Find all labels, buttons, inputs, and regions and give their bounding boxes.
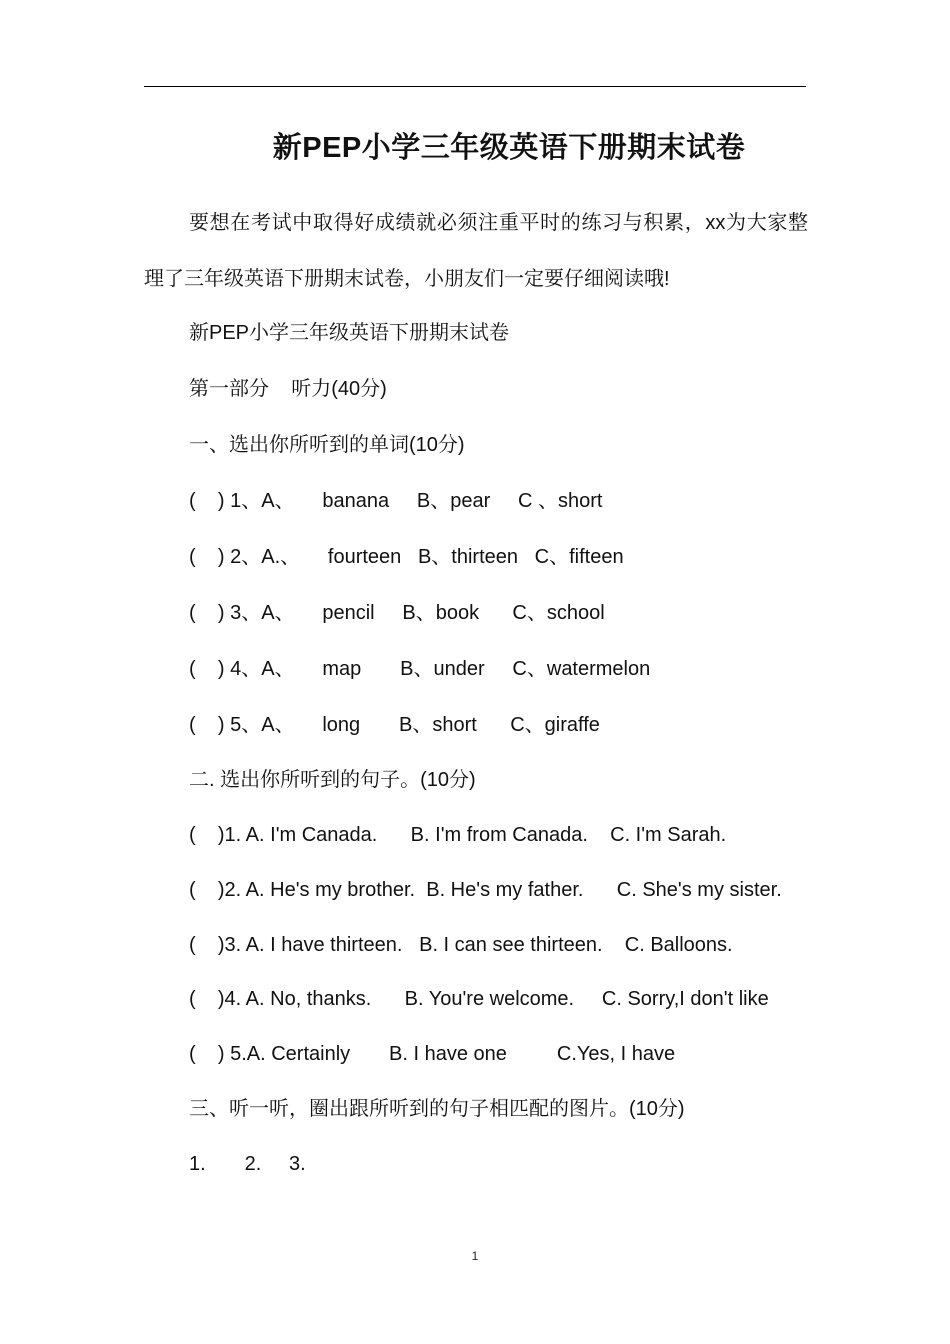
intro-paragraph: 要想在考试中取得好成绩就必须注重平时的练习与积累，xx为大家整理了三年级英语下册期末试卷，小朋友们一定要仔细阅读哦! [144,212,808,290]
section-one-heading: 一、选出你所听到的单词(10分) [189,434,465,456]
question-item: ( )2. A. He's my brother. B. He's my father. C. She's my sister. [189,879,782,901]
question-item: ( ) 3、A、 pencil B、book C、school [189,602,605,624]
question-item: ( ) 5.A. Certainly B. I have one C.Yes, I have [189,1043,676,1065]
question-item: ( )1. A. I'm Canada. B. I'm from Canada. C. I'm Sarah. [189,824,727,846]
question-item: ( )3. A. I have thirteen. B. I can see thirteen. C. Balloons. [189,934,733,956]
question-item: ( )4. A. No, thanks. B. You're welcome. C. Sorry,I don't like [189,988,769,1010]
header-rule [144,86,806,87]
page-number: 1 [471,1249,479,1263]
question-item: ( ) 1、A、 banana B、pear C 、short [189,490,603,512]
section-two-heading: 二. 选出你所听到的句子。(10分) [189,769,476,791]
section-three-heading: 三、听一听，圈出跟所听到的句子相匹配的图片。(10分) [189,1098,685,1120]
question-item: ( ) 2、A.、 fourteen B、thirteen C、fifteen [189,546,624,568]
subtitle: 新PEP小学三年级英语下册期末试卷 [189,322,510,344]
question-item: ( ) 5、A、 long B、short C、giraffe [189,714,600,736]
question-item: ( ) 4、A、 map B、under C、watermelon [189,658,651,680]
part-one-heading: 第一部分 听力(40分) [189,378,387,400]
picture-numbers: 1. 2. 3. [189,1153,306,1175]
page-title: 新PEP小学三年级英语下册期末试卷 [272,132,746,164]
